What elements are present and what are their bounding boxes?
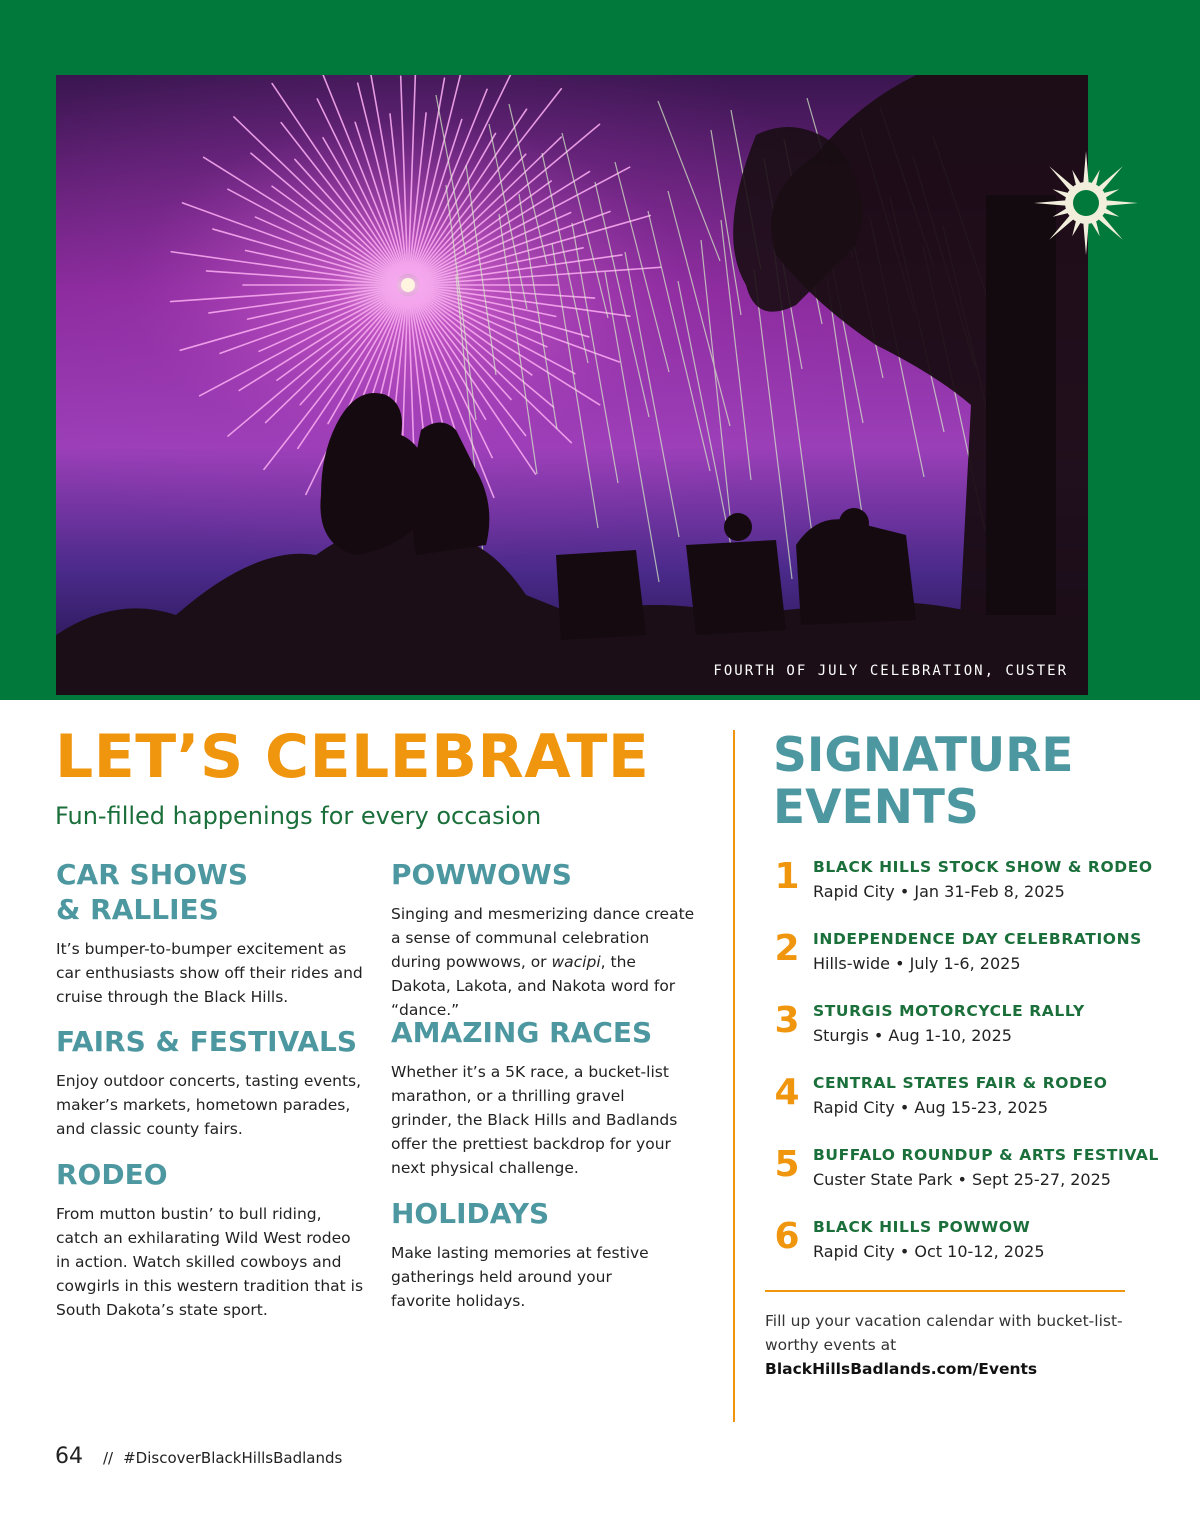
event-detail: Rapid City • Aug 15-23, 2025 [813,1098,1049,1117]
section-body: Whether it’s a 5K race, a bucket-list marathon, or a thrilling gravel grinder, the Black Hills and Badlands offer the prettiest backdrop for your next physical challenge. [391,1063,678,1177]
section-body: From mutton bustin’ to bull riding, catch an exhilarating Wild West rodeo in action. Watch skilled cowboys and cowgirls in this western tradition that is South Dakota’s state sport. [56,1205,364,1319]
events-note [765,1309,1165,1381]
event-name: BLACK HILLS STOCK SHOW & RODEO [813,858,1153,876]
signature-event [770,858,1180,914]
heading-line: CAR SHOWS [56,858,248,891]
event-detail: Rapid City • Oct 10-12, 2025 [813,1242,1045,1261]
signature-event [770,1074,1180,1130]
section-powwows [391,857,696,1022]
section-body [391,902,696,1022]
event-name: INDEPENDENCE DAY CELEBRATIONS [813,930,1142,948]
title-line: EVENTS [773,780,979,835]
body-text: , the Dakota, Lakota, and Nakota word for “dance.” [391,953,676,1019]
signature-event [770,930,1180,986]
event-detail: Hills-wide • July 1-6, 2025 [813,954,1021,973]
section-heading: HOLIDAYS [391,1197,550,1230]
section-body: It’s bumper-to-bumper excitement as car enthusiasts show off their rides and cruise through the Black Hills. [56,940,363,1006]
event-number: 4 [774,1072,800,1113]
event-name: BUFFALO ROUNDUP & ARTS FESTIVAL [813,1146,1159,1164]
footer-hashtag: #DiscoverBlackHillsBadlands [123,1449,343,1467]
section-heading [56,857,366,927]
event-number: 3 [774,1000,800,1041]
section-heading: RODEO [56,1158,168,1191]
fireworks-illustration [56,75,1088,695]
page-number: 64 [55,1444,83,1469]
section-rodeo [56,1157,366,1322]
section-holidays [391,1196,651,1313]
body-text: Singing and mesmerizing dance create a sense of communal celebration during powwows, or [391,905,695,971]
signature-event [770,1002,1180,1058]
event-name: STURGIS MOTORCYCLE RALLY [813,1002,1085,1020]
horizontal-divider [765,1290,1125,1292]
footer-separator: // [103,1449,114,1467]
section-heading: FAIRS & FESTIVALS [56,1025,358,1058]
heading-line: & RALLIES [56,893,219,926]
events-link[interactable]: BlackHillsBadlands.com/Events [765,1360,1038,1378]
section-amazing-races [391,1015,681,1180]
event-name: CENTRAL STATES FAIR & RODEO [813,1074,1108,1092]
page-subtitle: Fun-filled happenings for every occasion [55,802,542,830]
section-heading: POWWOWS [391,858,572,891]
section-car-shows [56,857,366,1009]
section-fairs-festivals [56,1024,366,1141]
fireworks-photo [56,75,1088,695]
section-heading: AMAZING RACES [391,1016,653,1049]
signature-event [770,1218,1180,1274]
sunburst-icon [1030,125,1142,287]
note-text: Fill up your vacation calendar with bucket-list-worthy events at [765,1312,1123,1354]
event-number: 2 [774,928,800,969]
section-body: Make lasting memories at festive gatherings held around your favorite holidays. [391,1244,649,1310]
event-detail: Custer State Park • Sept 25-27, 2025 [813,1170,1111,1189]
event-detail: Rapid City • Jan 31-Feb 8, 2025 [813,882,1065,901]
event-number: 6 [774,1216,800,1257]
event-number: 1 [774,856,800,897]
signature-event [770,1146,1180,1202]
body-italic: wacipi [551,953,601,971]
event-name: BLACK HILLS POWWOW [813,1218,1031,1236]
event-detail: Sturgis • Aug 1-10, 2025 [813,1026,1012,1045]
photo-caption: FOURTH OF JULY CELEBRATION, CUSTER [713,663,1068,679]
event-number: 5 [774,1144,800,1185]
section-body: Enjoy outdoor concerts, tasting events, maker’s markets, hometown parades, and classic county fairs. [56,1072,362,1138]
page-footer [55,1444,342,1469]
page-title: LET’S CELEBRATE [55,722,650,792]
signature-events-title [773,730,1074,834]
title-line: SIGNATURE [773,728,1074,783]
column-divider [733,730,735,1422]
